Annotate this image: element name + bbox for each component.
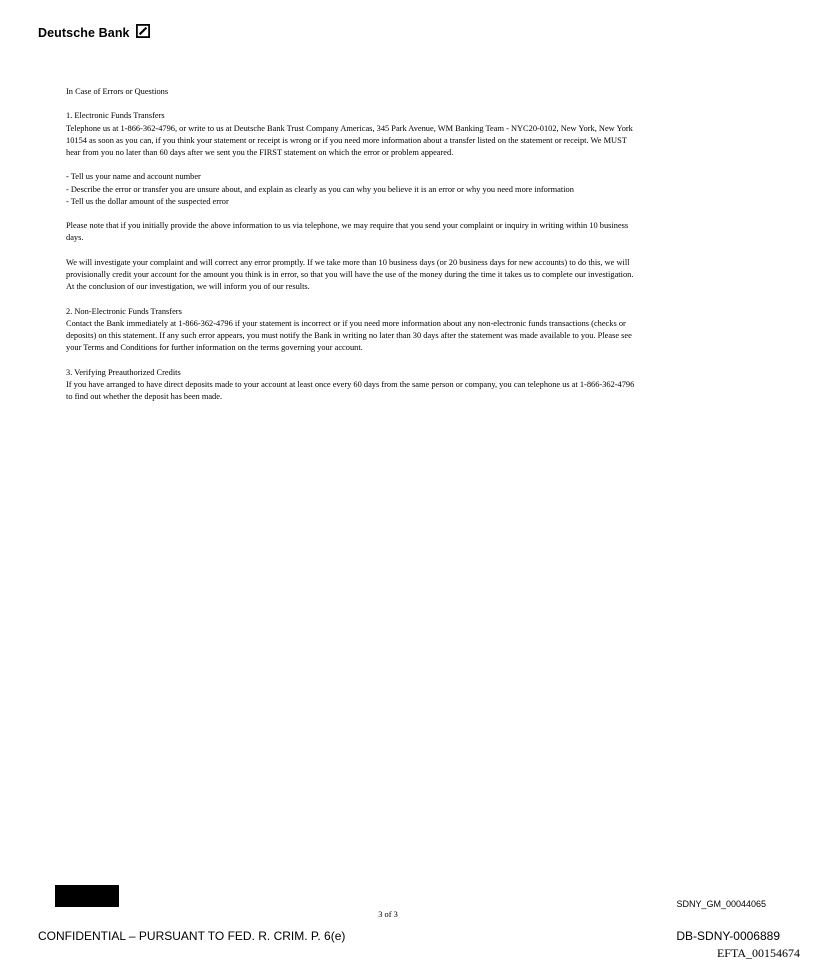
page-header — [38, 26, 150, 40]
section-non-electronic-funds-transfers: 2. Non-Electronic Funds Transfers Contact the Bank immediately at 1-866-362-4796 if your statement is incorrect or if you need more information about any non-electronic funds transactions (checks or deposits) on this statement. If any such error appears, you must notify the Bank in writing no later than 30 days after the statement was made available to you. Please see your Terms and Conditions for further information on the terms governing your account. — [66, 306, 632, 353]
section-verifying-preauthorized-credits: 3. Verifying Preauthorized Credits If you have arranged to have direct deposits made to your account at least once every 60 days from the same person or company, you can telephone us at 1-866-362-4796 to find out whether the deposit has been made. — [66, 367, 635, 401]
bates-number-db: DB-SDNY-0006889 — [676, 929, 780, 943]
bates-number-efta: EFTA_00154674 — [716, 946, 800, 960]
investigation-paragraph: We will investigate your complaint and will correct any error promptly. If we take more than 10 business days (or 20 business days for new accounts) to do this, we will provisionally credit your account for the amount you think is in error, so that you will have the use of the money during the time it takes us to complete our investigation. At the conclusion of our investigation, we will inform you of our results. — [66, 257, 634, 292]
redaction-box — [55, 885, 119, 907]
bates-number-sdny: SDNY_GM_00044065 — [676, 899, 766, 909]
confidentiality-notice: CONFIDENTIAL – PURSUANT TO FED. R. CRIM. P. 6(e) — [38, 929, 346, 943]
document-title: In Case of Errors or Questions — [66, 87, 169, 96]
page-number: 3 of 3 — [378, 910, 398, 919]
deutsche-bank-logo-icon — [136, 24, 150, 38]
written-confirmation-note: Please note that if you initially provide the above information to us via telephone, we may require that you send your complaint or inquiry in writing within 10 business days. — [66, 221, 629, 243]
document-body — [66, 86, 641, 415]
brand-name: Deutsche Bank — [38, 26, 130, 40]
section-electronic-funds-transfers: 1. Electronic Funds Transfers Telephone us at 1-866-362-4796, or write to us at Deutsche Bank Trust Company Americas, 345 Park Avenue, WM Banking Team - NYC20-0102, New York, New York 10154 as soon as you can, if you think your statement or receipt is wrong or if you need more information about a transfer listed on the statement or receipt. We MUST hear from you no later than 60 days after we sent you the FIRST statement on which the error or problem appeared. — [66, 111, 633, 157]
error-report-checklist: - Tell us your name and account number - Describe the error or transfer you are unsure about, and explain as clearly as you can why you believe it is an error or why you need more information - Tell us the dollar amount of the suspected error — [66, 172, 574, 206]
